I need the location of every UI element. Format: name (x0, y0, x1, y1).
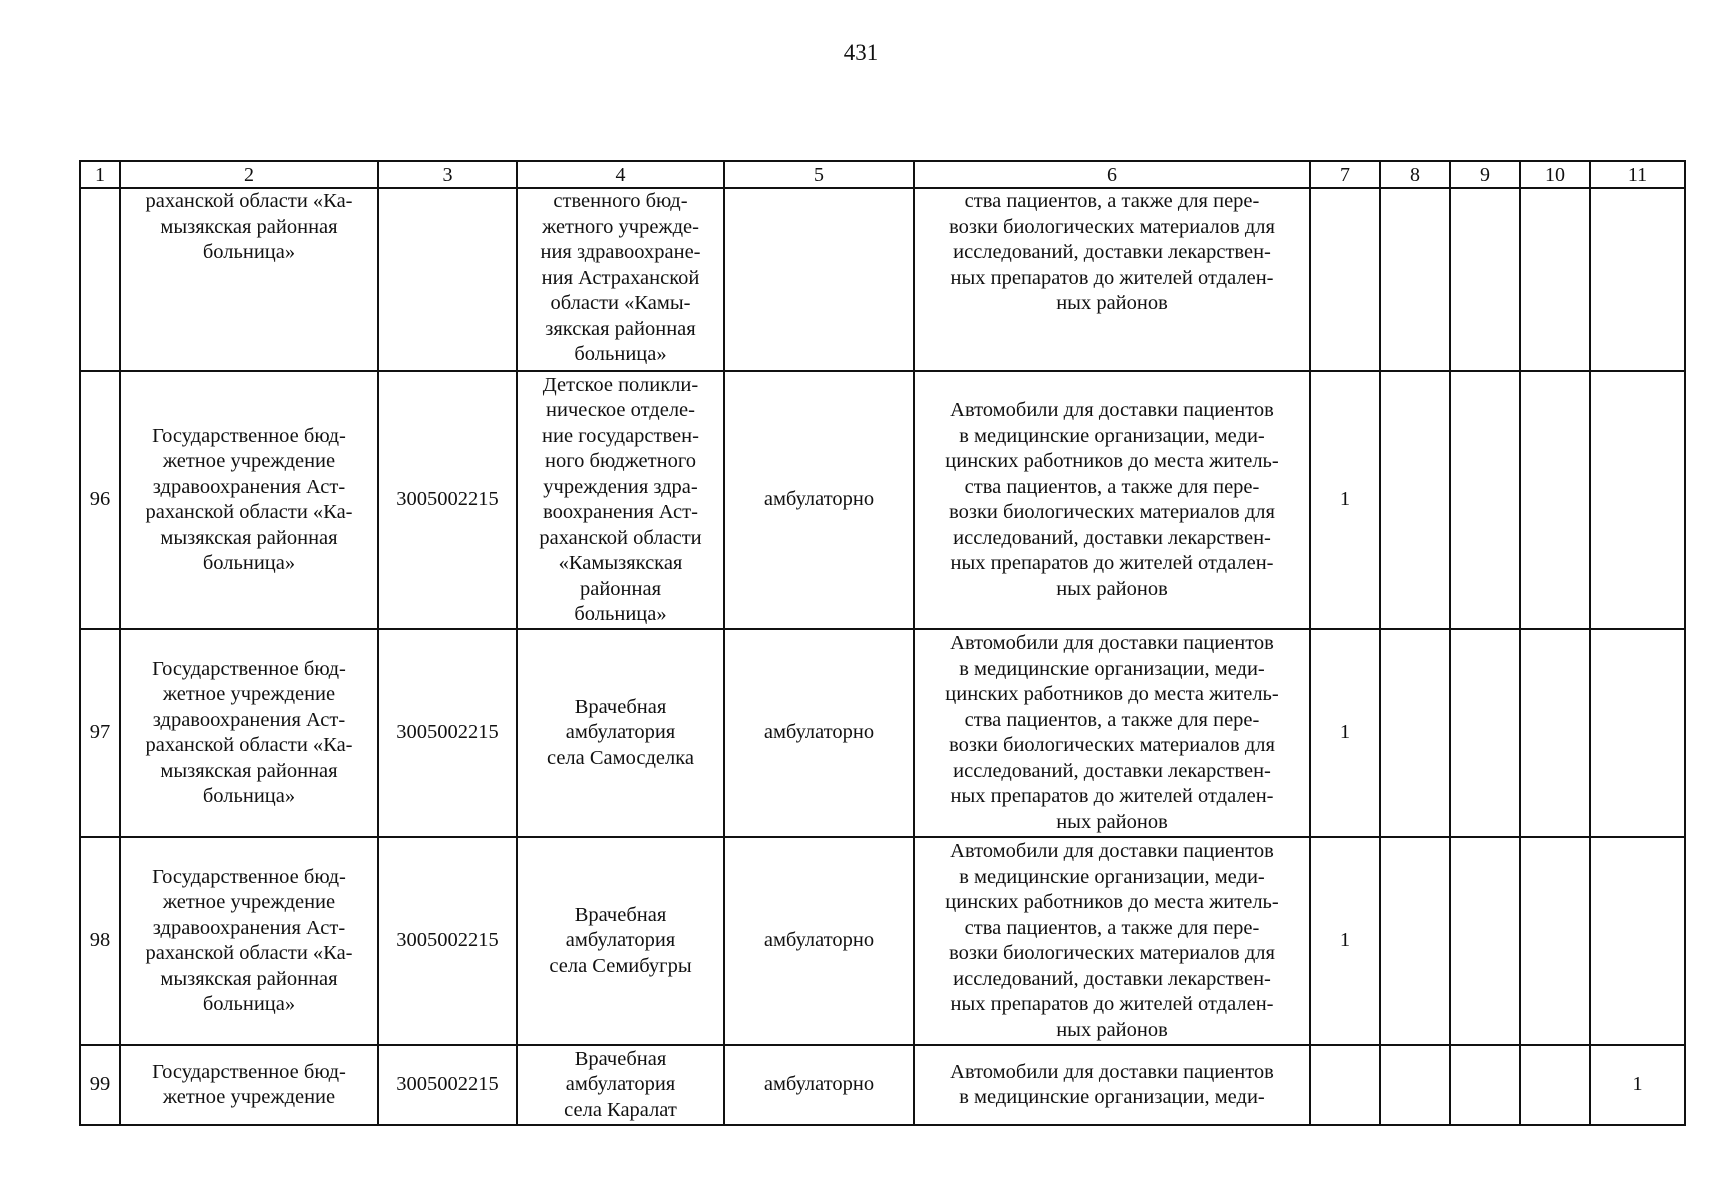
cell-purpose (914, 371, 1310, 629)
cell-number (80, 188, 120, 371)
cell-line: раханской области «Ка- (145, 734, 353, 756)
cell-col10 (1520, 188, 1590, 371)
cell-line: жетного учрежде- (542, 215, 699, 238)
table-row-98 (80, 837, 1685, 1045)
cell-care-type: амбулаторно (724, 837, 914, 1045)
cell-line: жетное учреждение (162, 450, 336, 472)
cell-line: ных районов (1056, 1018, 1168, 1041)
cell-line: больница» (202, 552, 296, 574)
cell-inn: 3005002215 (378, 629, 517, 837)
cell-line: возки биологических материалов для (949, 215, 1275, 238)
cell-line: раханской области «Ка- (145, 501, 353, 523)
cell-line: зякская районная (545, 317, 696, 340)
cell-number: 97 (80, 629, 120, 837)
cell-line: ства пациентов, а также для пере- (964, 708, 1260, 731)
cell-line: цинских работников до места житель- (945, 891, 1279, 913)
cell-col9 (1450, 837, 1520, 1045)
cell-col8 (1380, 371, 1450, 629)
column-header-8: 8 (1380, 161, 1450, 188)
cell-line: ных препаратов до жителей отдален- (950, 552, 1274, 574)
cell-line: амбулатория (565, 721, 676, 744)
cell-line: цинских работников до места житель- (945, 450, 1279, 472)
cell-line: возки биологических материалов для (949, 734, 1275, 756)
cell-col10 (1520, 837, 1590, 1045)
cell-care-type: амбулаторно (724, 629, 914, 837)
cell-line: области «Камы- (550, 292, 691, 314)
cell-col7: 1 (1310, 371, 1380, 629)
cell-line: мызякская районная (160, 967, 338, 990)
cell-col8 (1380, 837, 1450, 1045)
cell-line: «Камызякская (558, 552, 683, 574)
cell-line: ных районов (1056, 292, 1168, 314)
cell-col11: 1 (1590, 1045, 1685, 1125)
cell-col10 (1520, 1045, 1590, 1125)
cell-inn: 3005002215 (378, 1045, 517, 1125)
cell-organization (120, 188, 378, 371)
cell-line: Автомобили для доставки пациентов (950, 632, 1274, 654)
cell-division (517, 837, 724, 1045)
page-number: 431 (843, 40, 879, 65)
cell-line: здравоохранения Аст- (152, 708, 346, 731)
cell-line: мызякская районная (160, 526, 338, 549)
cell-col8 (1380, 188, 1450, 371)
cell-number: 96 (80, 371, 120, 629)
cell-organization (120, 1045, 378, 1125)
cell-col8 (1380, 629, 1450, 837)
cell-division (517, 371, 724, 629)
cell-col7: 1 (1310, 629, 1380, 837)
cell-line: Государственное бюд- (152, 424, 346, 447)
column-header-5: 5 (724, 161, 914, 188)
cell-care-type: амбулаторно (724, 1045, 914, 1125)
cell-division (517, 188, 724, 371)
cell-purpose (914, 188, 1310, 371)
cell-line: здравоохранения Аст- (152, 916, 346, 939)
cell-line: ния Астраханской (541, 266, 700, 289)
cell-line: цинских работников до места житель- (945, 683, 1279, 705)
cell-line: в медицинские организации, меди- (959, 1086, 1265, 1108)
cell-line: жетное учреждение (162, 1086, 336, 1108)
cell-organization (120, 629, 378, 837)
cell-care-type (724, 188, 914, 371)
cell-line: ния здравоохране- (540, 241, 701, 263)
table-row-99 (80, 1045, 1685, 1125)
cell-line: Врачебная (574, 1047, 667, 1070)
cell-line: раханской области «Ка- (145, 190, 353, 212)
cell-col11 (1590, 837, 1685, 1045)
cell-number: 98 (80, 837, 120, 1045)
cell-line: амбулатория (565, 929, 676, 952)
cell-col11 (1590, 188, 1685, 371)
cell-line: ных районов (1056, 577, 1168, 600)
cell-division (517, 629, 724, 837)
column-header-6: 6 (914, 161, 1310, 188)
column-header-11: 11 (1590, 161, 1685, 188)
cell-line: районная (579, 577, 662, 600)
cell-col10 (1520, 371, 1590, 629)
column-header-3: 3 (378, 161, 517, 188)
cell-line: раханской области (539, 526, 702, 549)
cell-line: ных препаратов до жителей отдален- (950, 993, 1274, 1015)
cell-col7 (1310, 1045, 1380, 1125)
column-header-4: 4 (517, 161, 724, 188)
cell-line: учреждения здра- (543, 475, 698, 498)
cell-line: жетное учреждение (162, 683, 336, 705)
cell-organization (120, 837, 378, 1045)
cell-line: жетное учреждение (162, 891, 336, 913)
cell-line: больница» (574, 343, 667, 365)
cell-care-type: амбулаторно (724, 371, 914, 629)
cell-line: ства пациентов, а также для пере- (964, 190, 1260, 212)
cell-line: ного бюджетного (545, 450, 696, 472)
column-header-2: 2 (120, 161, 378, 188)
vehicles-table (79, 160, 1686, 1126)
cell-col11 (1590, 629, 1685, 837)
cell-line: Автомобили для доставки пациентов (950, 1060, 1274, 1083)
cell-line: больница» (202, 993, 296, 1015)
cell-line: больница» (202, 785, 296, 807)
cell-line: ных препаратов до жителей отдален- (950, 266, 1274, 289)
cell-line: Автомобили для доставки пациентов (950, 399, 1274, 421)
cell-line: исследований, доставки лекарствен- (953, 759, 1271, 782)
cell-line: исследований, доставки лекарствен- (953, 241, 1271, 263)
column-number-header-row (80, 161, 1685, 188)
cell-line: возки биологических материалов для (949, 942, 1275, 964)
cell-number: 99 (80, 1045, 120, 1125)
cell-line: мызякская районная (160, 759, 338, 782)
cell-line: амбулатория (565, 1073, 676, 1096)
cell-line: Врачебная (574, 903, 667, 926)
cell-line: в медицинские организации, меди- (959, 424, 1265, 447)
cell-col9 (1450, 188, 1520, 371)
cell-line: села Самосделка (546, 746, 694, 769)
cell-division (517, 1045, 724, 1125)
cell-col9 (1450, 629, 1520, 837)
cell-purpose (914, 629, 1310, 837)
cell-col10 (1520, 629, 1590, 837)
cell-col7: 1 (1310, 837, 1380, 1045)
cell-line: села Семибугры (549, 954, 692, 977)
cell-line: возки биологических материалов для (949, 501, 1275, 523)
cell-col8 (1380, 1045, 1450, 1125)
column-header-9: 9 (1450, 161, 1520, 188)
cell-purpose (914, 837, 1310, 1045)
cell-line: ние государствен- (542, 424, 699, 447)
cell-line: Врачебная (574, 695, 667, 718)
cell-line: ства пациентов, а также для пере- (964, 916, 1260, 939)
column-header-1: 1 (80, 161, 120, 188)
cell-col7 (1310, 188, 1380, 371)
cell-line: села Каралат (564, 1098, 677, 1121)
cell-line: Государственное бюд- (152, 865, 346, 888)
cell-inn (378, 188, 517, 371)
cell-line: исследований, доставки лекарствен- (953, 526, 1271, 549)
cell-line: Детское поликли- (542, 373, 699, 396)
table-row-continuation (80, 188, 1685, 371)
cell-line: ственного бюд- (553, 190, 688, 212)
column-header-7: 7 (1310, 161, 1380, 188)
cell-line: ных препаратов до жителей отдален- (950, 785, 1274, 807)
cell-line: здравоохранения Аст- (152, 475, 346, 498)
cell-line: больница» (574, 603, 667, 625)
cell-line: Государственное бюд- (152, 1060, 346, 1083)
cell-inn: 3005002215 (378, 837, 517, 1045)
table-row-97 (80, 629, 1685, 837)
cell-organization (120, 371, 378, 629)
cell-purpose (914, 1045, 1310, 1125)
cell-line: исследований, доставки лекарствен- (953, 967, 1271, 990)
cell-line: мызякская районная (160, 215, 338, 238)
cell-col9 (1450, 371, 1520, 629)
cell-line: ническое отделе- (546, 399, 695, 421)
cell-line: ных районов (1056, 810, 1168, 833)
cell-inn: 3005002215 (378, 371, 517, 629)
cell-line: Государственное бюд- (152, 657, 346, 680)
cell-line: больница» (202, 241, 296, 263)
cell-line: раханской области «Ка- (145, 942, 353, 964)
cell-line: воохранения Аст- (543, 501, 698, 523)
cell-line: ства пациентов, а также для пере- (964, 475, 1260, 498)
cell-line: Автомобили для доставки пациентов (950, 840, 1274, 862)
cell-line: в медицинские организации, меди- (959, 865, 1265, 888)
column-header-10: 10 (1520, 161, 1590, 188)
cell-line: в медицинские организации, меди- (959, 657, 1265, 680)
cell-col9 (1450, 1045, 1520, 1125)
cell-col11 (1590, 371, 1685, 629)
table-row-96 (80, 371, 1685, 629)
